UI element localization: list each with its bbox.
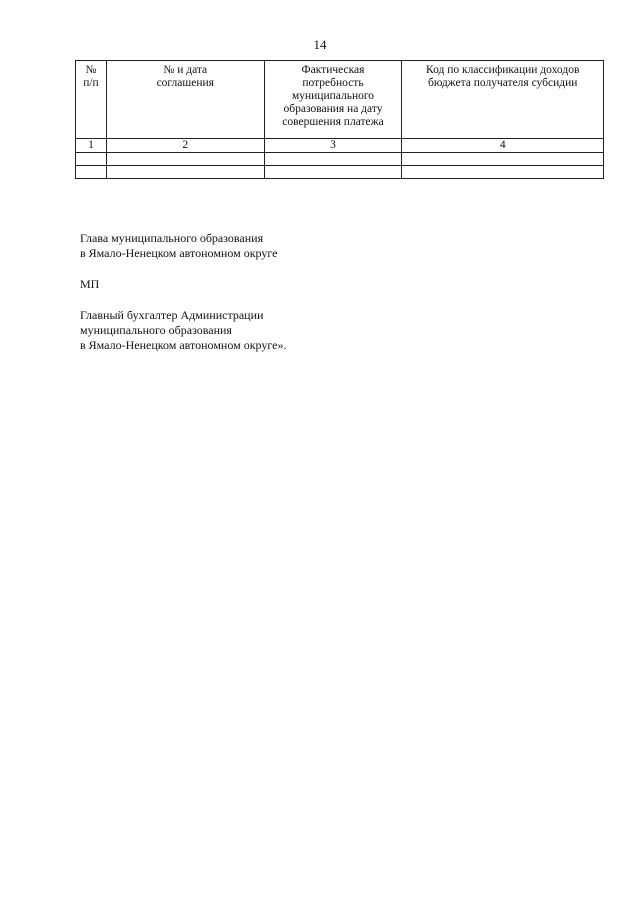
table-row (76, 166, 604, 179)
table-cell (76, 153, 107, 166)
numbering-cell-3: 3 (264, 139, 402, 153)
numbering-cell-4: 4 (402, 139, 604, 153)
table-cell (76, 166, 107, 179)
table-cell (264, 153, 402, 166)
header-cell-need (264, 61, 402, 139)
table-header-row (76, 61, 604, 139)
header-cell-agreement (106, 61, 264, 139)
accountant-title-line-3: в Ямало-Ненецком автономном округе». (80, 338, 287, 352)
head-title-line-2: в Ямало-Ненецком автономном округе (80, 246, 278, 260)
page-number: 14 (313, 37, 327, 52)
header-cell-number (76, 61, 107, 139)
header-cell-code (402, 61, 604, 139)
stamp-block (80, 277, 286, 292)
table-cell (402, 166, 604, 179)
header-code-text: Код по классификации доходов бюджета получателя субсидии (426, 64, 580, 89)
table-cell (264, 166, 402, 179)
numbering-cell-2: 2 (106, 139, 264, 153)
accountant-title-line-2: муниципального образования (80, 323, 232, 337)
table-cell (106, 166, 264, 179)
header-number-text: № п/п (83, 64, 99, 89)
head-title-line-1: Глава муниципального образования (80, 231, 264, 245)
accountant-title-line-1: Главный бухгалтер Администрации (80, 308, 264, 322)
signature-section (80, 231, 286, 369)
table-numbering-row (76, 139, 604, 153)
payment-table (75, 60, 604, 179)
table-cell (106, 153, 264, 166)
header-need-text: Фактическая потребность муниципального образования на дату совершения платежа (282, 64, 384, 128)
numbering-cell-1: 1 (76, 139, 107, 153)
header-agreement-text: № и дата соглашения (156, 64, 214, 89)
head-signature-block (80, 231, 286, 261)
stamp-label: МП (80, 277, 100, 291)
table-row (76, 153, 604, 166)
accountant-signature-block (80, 308, 286, 353)
table-cell (402, 153, 604, 166)
